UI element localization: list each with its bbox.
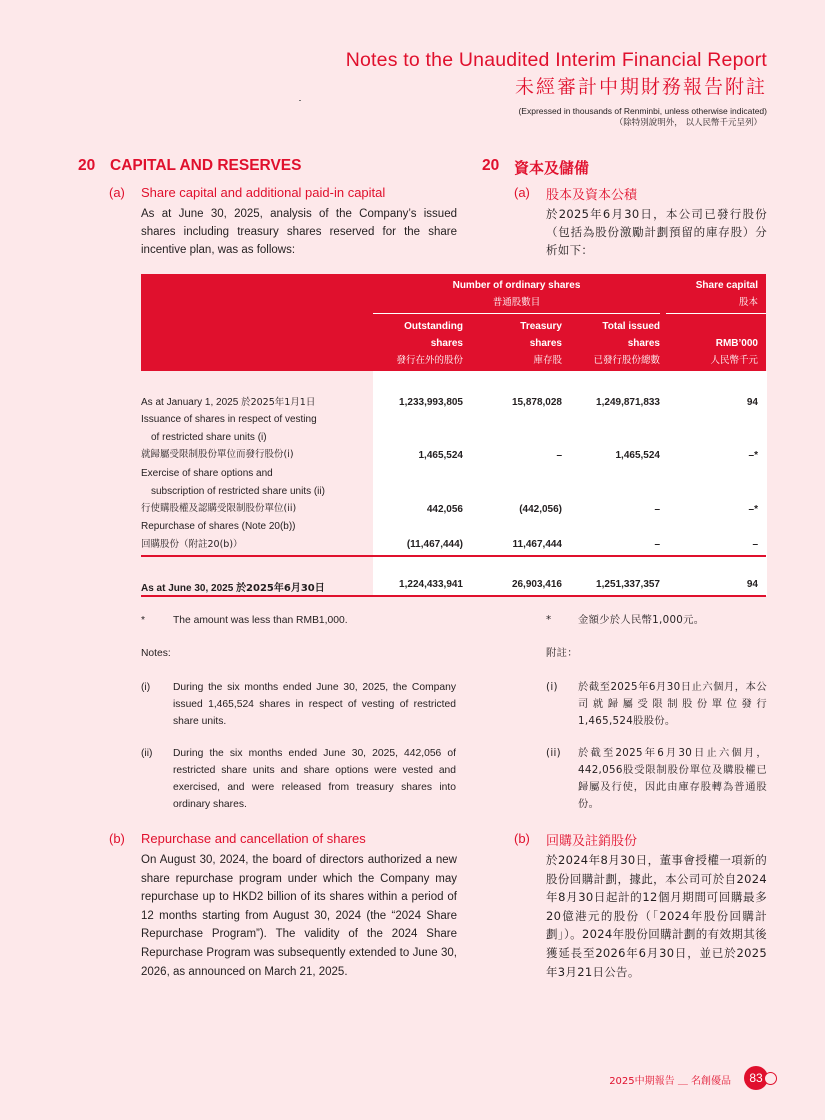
- note-ii-text-zh: 於截至2025年6月30日止六個月，442,056股受限制股份單位及購股權已歸屬及行使，因此由庫存股轉為普通股份。: [578, 747, 767, 810]
- group-header: Number of ordinary shares 普通股數目: [452, 280, 581, 308]
- page-header-title-en: Notes to the Unaudited Interim Financial Report: [345, 49, 767, 71]
- notes-heading-zh: 附註：: [546, 647, 578, 659]
- capital-header: Share capital 股本: [695, 280, 758, 308]
- table-cell: 11,467,444: [512, 539, 562, 550]
- subsection-b-label-zh: (b): [514, 831, 530, 846]
- subsection-a-title-zh: 股本及資本公積: [546, 188, 638, 203]
- stray-dot: [299, 100, 301, 101]
- table-cell: 1,465,524: [615, 450, 660, 461]
- table-cell: –: [654, 504, 660, 515]
- currency-note-en: (Expressed in thousands of Renminbi, unless otherwise indicated): [518, 106, 767, 116]
- table-cell: 442,056: [426, 504, 463, 515]
- page-header-title-zh: 未經審計中期財務報告附註: [514, 76, 767, 98]
- col-header-rmb: RMB’000 人民幣千元: [710, 338, 758, 366]
- notes-heading-en: Notes:: [141, 648, 171, 659]
- section-title-en: CAPITAL AND RESERVES: [110, 157, 302, 174]
- table-cell: (442,056): [519, 504, 562, 515]
- note-i-label-zh: (i): [546, 681, 558, 693]
- table-cell: –*: [748, 450, 758, 461]
- subsection-b-body-en: On August 30, 2024, the board of directors authorized a new share repurchase program under which the Company may repurchase up to HKD2 billion of its shares within a period of 12 months starting from August 30, 2024 (the “2024 Share Repurchase Program”). The validity of the 2024 Share Repurchase Program was subsequently extended to June 30, 2026, as announced on March 21, 2025.: [141, 854, 457, 978]
- table-cell: 1,224,433,941: [399, 579, 463, 590]
- note-i-text-zh: 於截至2025年6月30日止六個月，本公司就歸屬受限制股份單位發行1,465,524股股份。: [578, 681, 767, 727]
- footnote-text-zh: 金額少於人民幣1,000元。: [578, 614, 705, 626]
- row-label-exercise: Exercise of share options and subscription of restricted share units (ii) 行使購股權及認購受限制股份單位(ii): [141, 468, 325, 514]
- subtotal-rule: [141, 555, 766, 557]
- subsection-a-label-en: (a): [109, 185, 125, 200]
- subsection-b-label-en: (b): [109, 831, 125, 846]
- row-label-issuance: Issuance of shares in respect of vesting of restricted share units (i) 就歸屬受限制股份單位而發行股份(i): [141, 414, 317, 460]
- note-i-text-en: During the six months ended June 30, 2025, the Company issued 1,465,524 shares in respect of vesting of restricted share units.: [173, 682, 456, 727]
- col-header-total: Total issued shares 已發行股份總數: [593, 321, 660, 366]
- section-number-zh: 20: [482, 157, 500, 174]
- note-ii-text-en: During the six months ended June 30, 2025, 442,056 of restricted share units and share options were vested and exercised, and were released from treasury shares into ordinary shares.: [173, 748, 456, 810]
- table-cell: 94: [746, 579, 758, 590]
- col-header-outstanding: Outstanding shares 發行在外的股份: [396, 321, 463, 366]
- table-cell: 1,233,993,805: [399, 397, 463, 408]
- note-ii-label-zh: (ii): [546, 747, 561, 759]
- row-label-repurchase: Repurchase of shares (Note 20(b)) 回購股份（附註20(b)）: [141, 521, 296, 550]
- group-underline: [373, 313, 660, 314]
- subsection-a-body-en: As at June 30, 2025, analysis of the Company’s issued shares including treasury shares reserved for the share incentive plan, was as follows:: [141, 208, 457, 256]
- table-cell: 1,251,337,357: [596, 579, 660, 590]
- table-cell: 1,249,871,833: [596, 397, 660, 408]
- note-i-label-en: (i): [141, 682, 151, 693]
- capital-underline: [666, 313, 766, 314]
- col-header-treasury: Treasury shares 庫存股: [520, 321, 562, 366]
- table-cell: 26,903,416: [511, 579, 562, 590]
- row-label-jan-1: As at January 1, 2025 於2025年1月1日: [141, 397, 316, 408]
- footnote-text-en: The amount was less than RMB1,000.: [173, 615, 348, 626]
- page-ring-icon: [764, 1072, 777, 1085]
- table-cell: –: [654, 539, 660, 550]
- footnote-star-en: *: [141, 615, 146, 626]
- subsection-a-body-zh: 於2025年6月30日，本公司已發行股份（包括為股份激勵計劃預留的庫存股）分析如下：: [546, 207, 767, 257]
- table-cell: –*: [748, 504, 758, 515]
- page-number: 83: [744, 1066, 768, 1090]
- note-ii-label-en: (ii): [141, 748, 153, 759]
- currency-note-zh: （除特別說明外， 以人民幣千元呈列）: [614, 118, 762, 128]
- total-rule: [141, 595, 766, 597]
- subsection-b-title-zh: 回購及註銷股份: [546, 834, 638, 849]
- footer-report-name: 2025中期報告 ＿ 名創優品: [609, 1076, 731, 1087]
- table-cell: (11,467,444): [406, 539, 463, 550]
- row-label-jun-30: As at June 30, 2025 於2025年6月30日: [141, 583, 325, 594]
- table-cell: 1,465,524: [418, 450, 463, 461]
- table-cell: 94: [746, 397, 758, 408]
- subsection-b-body-zh: 於2024年8月30日，董事會授權一項新的股份回購計劃，據此，本公司可於自2024年8月30日起計的12個月期間可回購最多20億港元的股份（「2024年股份回購計劃」）。2024年股份回購計劃的有效期其後獲延長至2026年6月30日，並已於2025年3月21日公告。: [546, 853, 767, 979]
- table-cell: 15,878,028: [511, 397, 562, 408]
- subsection-b-title-en: Repurchase and cancellation of shares: [141, 831, 366, 846]
- section-number-en: 20: [78, 157, 96, 174]
- section-title-zh: 資本及儲備: [514, 159, 590, 177]
- subsection-a-title-en: Share capital and additional paid-in capital: [141, 185, 386, 200]
- footnote-star-zh: *: [546, 614, 552, 626]
- subsection-a-label-zh: (a): [514, 185, 530, 200]
- table-cell: –: [752, 539, 758, 550]
- table-cell: –: [556, 450, 562, 461]
